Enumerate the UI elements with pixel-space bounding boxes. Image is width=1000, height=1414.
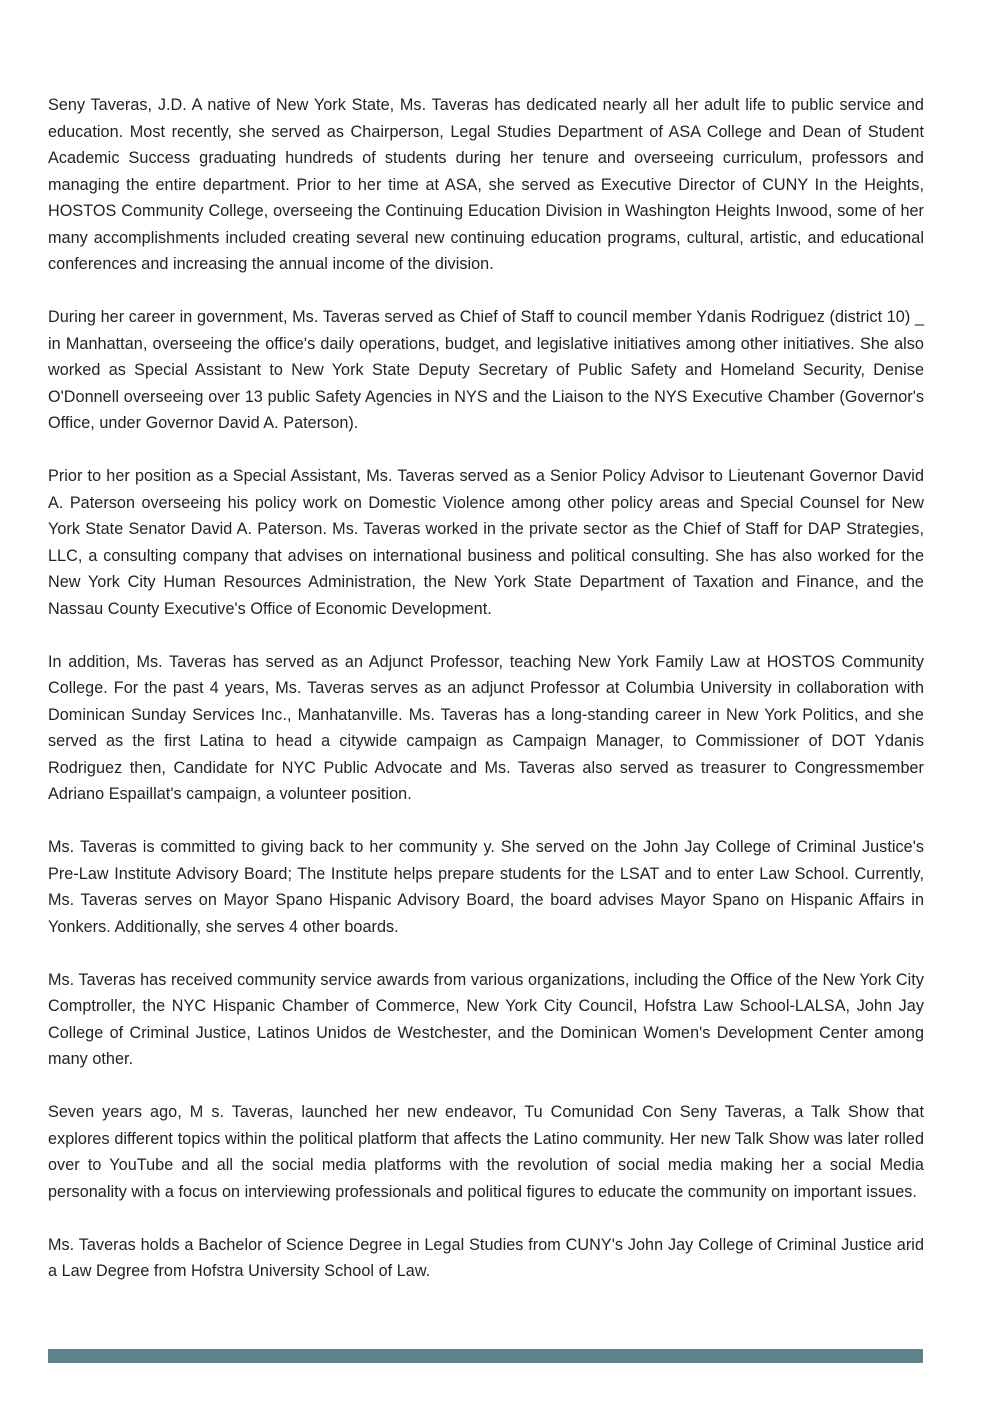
bio-paragraph-government-career: During her career in government, Ms. Taveras served as Chief of Staff to council member Ydanis Rodriguez (district 10) _ in Manhattan, overseeing the office's daily operations, budget, and legislative initiatives among other initiatives. She also worked as Special Assistant to New York State Deputy Secretary of Public Safety and Homeland Security, Denise O'Donnell overseeing over 13 public Safety Agencies in NYS and the Liaison to the NYS Executive Chamber (Governor's Office, under Governor David A. Paterson). — [48, 308, 924, 432]
bio-paragraph-talk-show: Seven years ago, M s. Taveras, launched her new endeavor, Tu Comunidad Con Seny Taveras, a Talk Show that explores different topics within the political platform that affects the Latino community. Her new Talk Show was later rolled over to YouTube and all the social media platforms with the revolution of social media making her a social Media personality with a focus on interviewing professionals and political figures to educate the community on important issues. — [48, 1103, 924, 1201]
bio-paragraph-academia-politics: In addition, Ms. Taveras has served as an Adjunct Professor, teaching New York Family Law at HOSTOS Community College. For the past 4 years, Ms. Taveras serves as an adjunct Professor at Columbia University in collaboration with Dominican Sunday Services Inc., Manhatanville. Ms. Taveras has a long-standing career in New York Politics, and she served as the first Latina to head a citywide campaign as Campaign Manager, to Commissioner of DOT Ydanis Rodriguez then, Candidate for NYC Public Advocate and Ms. Taveras also served as treasurer to Congressmember Adriano Espaillat's campaign, a volunteer position. — [48, 652, 924, 803]
bio-paragraph-intro: Seny Taveras, J.D. A native of New York State, Ms. Taveras has dedicated nearly all her adult life to public service and education. Most recently, she served as Chairperson, Legal Studies Department of ASA College and Dean of Student Academic Success graduating hundreds of students during her tenure and overseeing curriculum, professors and managing the entire department. Prior to her time at ASA, she served as Executive Director of CUNY In the Heights, HOSTOS Community College, overseeing the Continuing Education Division in Washington Heights Inwood, some of her many accomplishments included creating several new continuing education programs, cultural, artistic, and educational conferences and increasing the annual income of the division. — [48, 96, 924, 273]
bio-paragraph-community-boards: Ms. Taveras is committed to giving back to her community y. She served on the John Jay College of Criminal Justice's Pre-Law Institute Advisory Board; The Institute helps prepare students for the LSAT and to enter Law School. Currently, Ms. Taveras serves on Mayor Spano Hispanic Advisory Board, the board advises Mayor Spano on Hispanic Affairs in Yonkers. Additionally, she serves 4 other boards. — [48, 838, 924, 936]
biography-document — [48, 92, 924, 1311]
footer-divider-bar — [48, 1349, 923, 1363]
bio-paragraph-policy-advisor: Prior to her position as a Special Assistant, Ms. Taveras served as a Senior Policy Advisor to Lieutenant Governor David A. Paterson overseeing his policy work on Domestic Violence among other policy areas and Special Counsel for New York State Senator David A. Paterson. Ms. Taveras worked in the private sector as the Chief of Staff for DAP Strategies, LLC, a consulting company that advises on international business and political consulting. She has also worked for the New York City Human Resources Administration, the New York State Department of Taxation and Finance, and the Nassau County Executive's Office of Economic Development. — [48, 467, 924, 618]
bio-paragraph-education: Ms. Taveras holds a Bachelor of Science Degree in Legal Studies from CUNY's John Jay College of Criminal Justice arid a Law Degree from Hofstra University School of Law. — [48, 1235, 924, 1280]
bio-paragraph-awards: Ms. Taveras has received community service awards from various organizations, including the Office of the New York City Comptroller, the NYC Hispanic Chamber of Commerce, New York City Council, Hofstra Law School-LALSA, John Jay College of Criminal Justice, Latinos Unidos de Westchester, and the Dominican Women's Development Center among many other. — [48, 970, 924, 1068]
